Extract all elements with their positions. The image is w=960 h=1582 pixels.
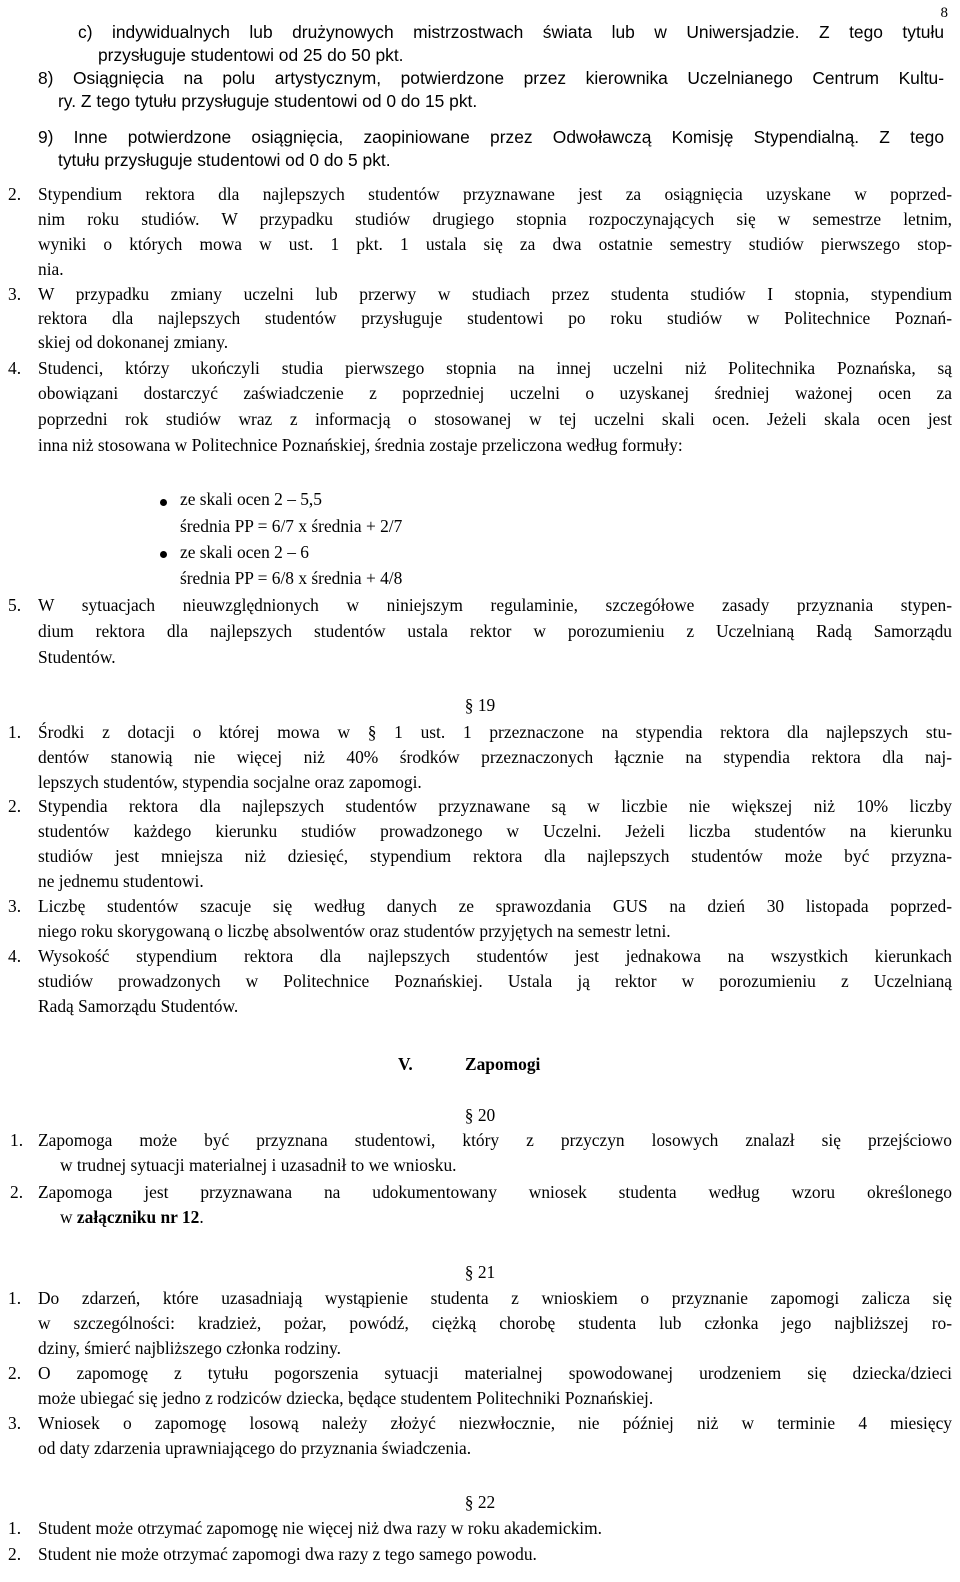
- bullet-formula: średnia PP = 6/7 x średnia + 2/7: [180, 516, 403, 536]
- bullet-icon: [160, 499, 167, 506]
- text-line: W przypadku zmiany uczelni lub przerwy w studiach przez studenta studiów I stopnia, stypendium: [38, 284, 952, 304]
- text-line: W sytuacjach nieuwzględnionych w niniejszym regulaminie, szczegółowe zasady przyznania stypen-: [38, 595, 952, 615]
- text-line: w trudnej sytuacji materialnej i uzasadnił to we wniosku.: [60, 1155, 457, 1175]
- text-line: obowiązani dostarczyć zaświadczenie z poprzedniej uczelni o uzyskanej średniej ważonej ocen za: [38, 383, 952, 403]
- item-number: 5.: [8, 595, 22, 615]
- text-line: 9) Inne potwierdzone osiągnięcia, zaopiniowane przez Odwoławczą Komisję Stypendialną. Z tego: [38, 127, 944, 147]
- text-line: Stypendium rektora dla najlepszych studentów przyznawane jest za osiągnięcia uzyskane w poprzed-: [38, 184, 952, 204]
- text-line: Zapomoga może być przyznana studentowi, który z przyczyn losowych znalazł się przejściowo: [38, 1130, 952, 1150]
- attachment-reference: załączniku nr 12: [76, 1207, 200, 1227]
- text-line: niego roku skorygowaną o liczbę absolwentów oraz studentów przyjętych na semestr letni.: [38, 921, 671, 941]
- page-number: 8: [940, 5, 948, 21]
- text-line: nim roku studiów. W przypadku studiów drugiego stopnia rozpoczynających się w semestrze letnim,: [38, 209, 952, 229]
- item-number: 4.: [8, 358, 22, 378]
- text-line: studiów jest mniejsza niż dziesięć, stypendium rektora dla najlepszych studentów może być przyzna-: [38, 846, 952, 866]
- text-line: Radą Samorządu Studentów.: [38, 996, 239, 1016]
- text-line: 8) Osiągnięcia na polu artystycznym, potwierdzone przez kierownika Uczelnianego Centrum Kultu-: [38, 68, 944, 88]
- text-line: dium rektora dla najlepszych studentów ustala rektor w porozumieniu z Uczelnianą Radą Samorządu: [38, 621, 952, 641]
- text-line: nia.: [38, 259, 64, 279]
- text-line: tytułu przysługuje studentowi od 0 do 5 pkt.: [58, 150, 391, 170]
- text-line: Studenci, którzy ukończyli studia pierwszego stopnia na innej uczelni niż Politechnika Poznańska, są: [38, 358, 952, 378]
- item-number: 1.: [10, 1130, 24, 1150]
- text-line: studentów każdego kierunku studiów prowadzonego w Uczelni. Jeżeli liczba studentów na kierunku: [38, 821, 952, 841]
- text-line: Liczbę studentów szacuje się według danych ze sprawozdania GUS na dzień 30 listopada poprzed-: [38, 896, 952, 916]
- text-line: Środki z dotacji o której mowa w § 1 ust. 1 przeznaczone na stypendia rektora dla najlepszych stu-: [38, 722, 952, 742]
- text-line: c) indywidualnych lub drużynowych mistrzostwach świata lub w Uniwersjadzie. Z tego tytułu: [78, 22, 944, 42]
- text-fragment: .: [199, 1207, 204, 1227]
- text-line: skiej od dokonanej zmiany.: [38, 332, 229, 352]
- item-number: 1.: [8, 1518, 22, 1538]
- item-number: 2.: [8, 184, 22, 204]
- text-line: w szczególności: kradzież, pożar, powódź, ciężką chorobę studenta lub członka jego najbliższej ro-: [38, 1313, 952, 1333]
- text-line: dziny, śmierć najbliższego członka rodziny.: [38, 1338, 341, 1358]
- text-line: Zapomoga jest przyznawana na udokumentowany wniosek studenta według wzoru określonego: [38, 1182, 952, 1202]
- text-line: studiów prowadzonych w Politechnice Poznańskiej. Ustala ją rektor w porozumieniu z Uczelnianą: [38, 971, 952, 991]
- bullet-scale: ze skali ocen 2 – 6: [180, 542, 309, 562]
- text-line: O zapomogę z tytułu pogorszenia sytuacji materialnej spowodowanej urodzeniem się dziecka/dzieci: [38, 1363, 952, 1383]
- text-line: może ubiegać się jedno z rodziców dziecka, będące studentem Politechniki Poznańskiej.: [38, 1388, 654, 1408]
- section-heading: § 19: [464, 695, 496, 715]
- text-line: lepszych studentów, stypendia socjalne oraz zapomogi.: [38, 772, 422, 792]
- item-number: 3.: [8, 896, 22, 916]
- item-number: 2.: [8, 1363, 22, 1383]
- item-number: 2.: [8, 1544, 22, 1564]
- item-number: 3.: [8, 284, 22, 304]
- text-line: ry. Z tego tytułu przysługuje studentowi od 0 do 15 pkt.: [58, 91, 478, 111]
- text-fragment: w: [60, 1207, 77, 1227]
- bullet-icon: [160, 551, 167, 558]
- text-line: od daty zdarzenia uprawniającego do przyznania świadczenia.: [38, 1438, 472, 1458]
- text-line: Student nie może otrzymać zapomogi dwa razy z tego samego powodu.: [38, 1544, 537, 1564]
- text-line: Student może otrzymać zapomogę nie więcej niż dwa razy w roku akademickim.: [38, 1518, 603, 1538]
- text-line: inna niż stosowana w Politechnice Poznańskiej, średnia zostaje przeliczona według formuły:: [38, 435, 683, 455]
- item-number: 3.: [8, 1413, 22, 1433]
- chapter-number: V.: [398, 1054, 413, 1074]
- bullet-formula: średnia PP = 6/8 x średnia + 4/8: [180, 568, 403, 588]
- text-line: Studentów.: [38, 647, 116, 667]
- text-line: wyniki o których mowa w ust. 1 pkt. 1 ustala się za dwa ostatnie semestry studiów pierwszego stop-: [38, 234, 952, 254]
- section-heading: § 22: [464, 1492, 496, 1512]
- text-line: rektora dla najlepszych studentów przysługuje studentowi po roku studiów w Politechnice Poznań-: [38, 308, 952, 328]
- text-line: dentów stanowią nie więcej niż 40% środków przeznaczonych łącznie na stypendia rektora dla naj-: [38, 747, 952, 767]
- item-number: 2.: [10, 1182, 24, 1202]
- text-line: przysługuje studentowi od 25 do 50 pkt.: [98, 45, 404, 65]
- text-line: Wysokość stypendium rektora dla najlepszych studentów jest jednakowa na wszystkich kierunkach: [38, 946, 952, 966]
- section-heading: § 20: [464, 1105, 496, 1125]
- chapter-title: Zapomogi: [465, 1054, 541, 1074]
- item-number: 4.: [8, 946, 22, 966]
- bullet-scale: ze skali ocen 2 – 5,5: [180, 489, 322, 509]
- item-number: 1.: [8, 722, 22, 742]
- text-line: Stypendia rektora dla najlepszych studentów przyznawane są w liczbie nie większej niż 10% liczby: [38, 796, 952, 816]
- item-number: 1.: [8, 1288, 22, 1308]
- text-line: poprzedni rok studiów wraz z informacją o stosowanej w tej uczelni skali ocen. Jeżeli skala ocen jest: [38, 409, 952, 429]
- item-number: 2.: [8, 796, 22, 816]
- section-heading: § 21: [464, 1262, 496, 1282]
- text-line: ne jednemu studentowi.: [38, 871, 204, 891]
- text-line: Do zdarzeń, które uzasadniają wystąpienie studenta z wnioskiem o przyznanie zapomogi zalicza się: [38, 1288, 952, 1308]
- text-line: [60, 1206, 204, 1229]
- text-line: Wniosek o zapomogę losową należy złożyć niezwłocznie, nie później niż w terminie 4 miesięcy: [38, 1413, 952, 1433]
